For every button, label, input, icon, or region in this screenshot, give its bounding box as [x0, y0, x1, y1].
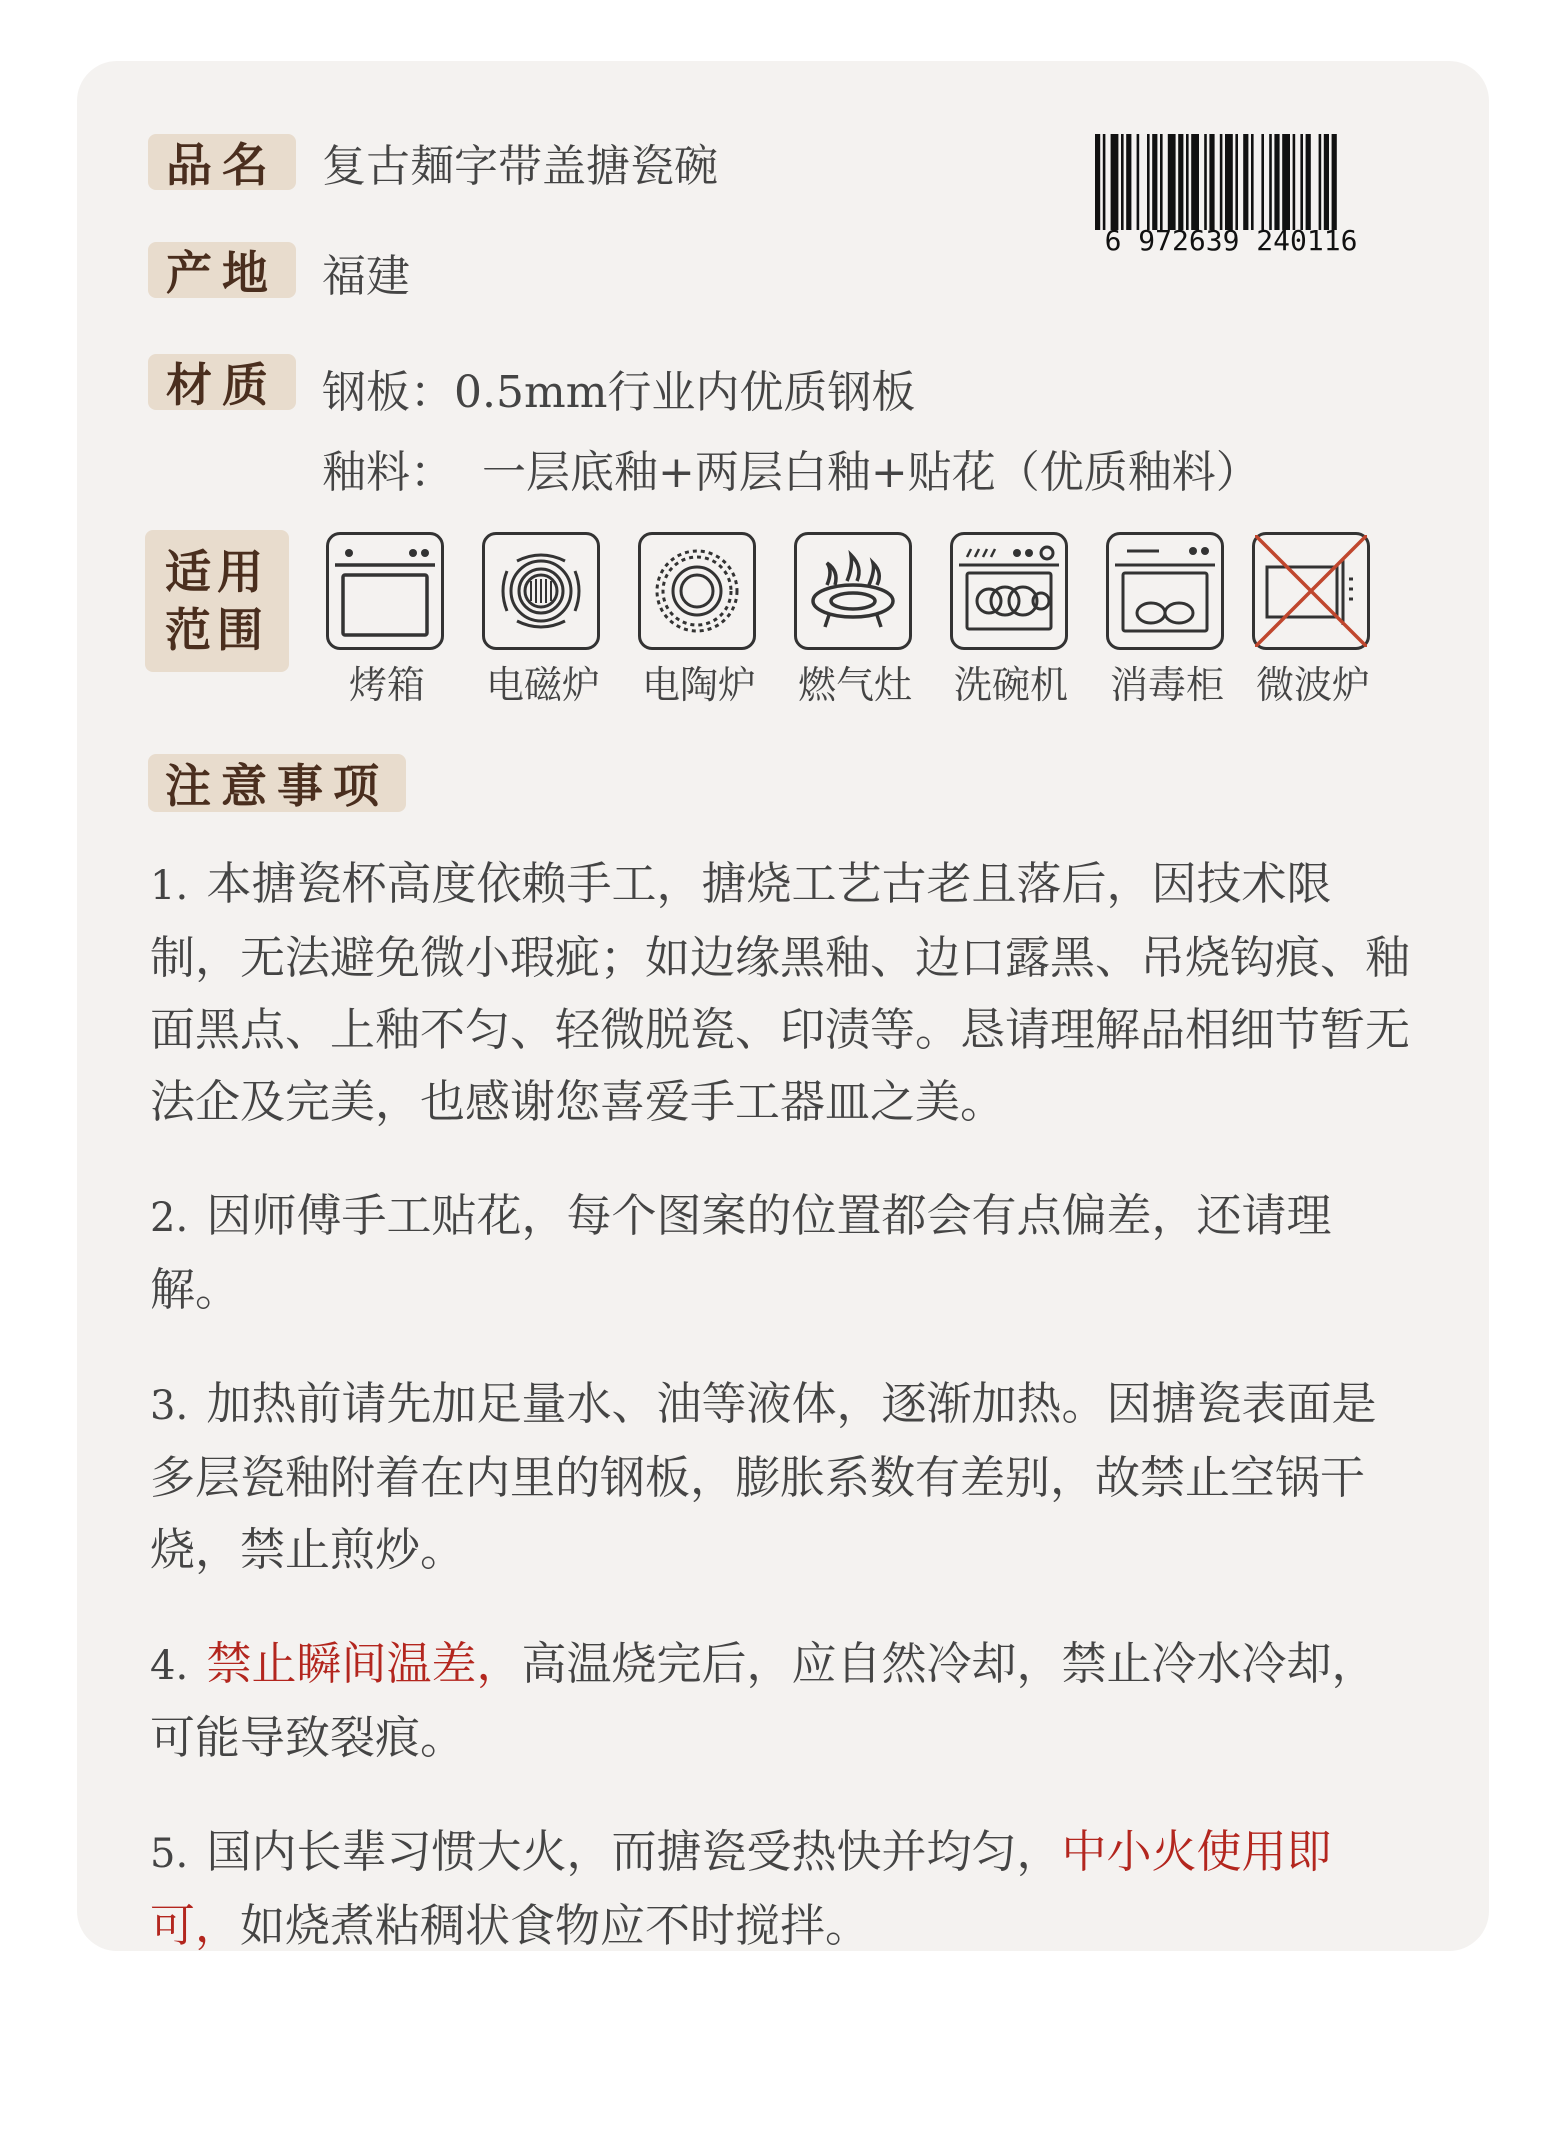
barcode-bar	[1261, 134, 1264, 230]
note-text-after: 如烧煮粘稠状食物应不时搅拌。	[240, 1899, 871, 1952]
barcode-bar	[1168, 134, 1176, 230]
usage-item-oven	[326, 532, 466, 712]
barcode-bar	[1137, 134, 1140, 230]
usage-label: 电磁炉	[485, 663, 600, 707]
oven-icon	[326, 532, 444, 650]
usage-item-induction	[482, 532, 622, 712]
barcode-bar	[1191, 134, 1199, 230]
barcode-bar	[1282, 134, 1290, 230]
note-item	[150, 1180, 1420, 1326]
note-item	[150, 848, 1420, 1138]
material-line-glaze: 釉料： 一层底釉+两层白釉+贴花（优质釉料）	[322, 447, 1260, 498]
note-number: 3.	[150, 1370, 188, 1442]
notes-tag	[148, 754, 406, 812]
origin-label: 产地	[166, 246, 278, 300]
material-tag	[148, 354, 296, 410]
usage-item-ceramic	[638, 532, 778, 712]
usage-label: 洗碗机	[953, 663, 1068, 707]
barcode-bar	[1306, 134, 1311, 230]
barcode-bar	[1095, 134, 1100, 230]
name-label: 品名	[166, 138, 278, 192]
barcode-bar	[1243, 134, 1248, 230]
barcode-bar	[1178, 134, 1183, 230]
barcode-bar	[1220, 134, 1223, 230]
notes-title: 注意事项	[165, 759, 389, 813]
barcode-bar	[1319, 134, 1322, 230]
note-number: 1.	[150, 850, 188, 922]
usage-tag	[145, 530, 289, 672]
usage-item-sterilizer	[1106, 532, 1246, 712]
note-item	[150, 1368, 1420, 1586]
barcode-number: 6 972639 240116	[1104, 224, 1358, 254]
material-line-steel: 钢板：0.5mm行业内优质钢板	[322, 367, 916, 418]
barcode-bar	[1332, 134, 1337, 230]
usage-item-microwave	[1252, 532, 1392, 712]
barcode	[1073, 134, 1389, 254]
note-text: 加热前请先加足量水、油等液体，逐渐加热。因搪瓷表面是多层瓷釉附着在内里的钢板，膨胀系数有差别，故禁止空锅干烧，禁止煎炒。	[150, 1377, 1377, 1576]
barcode-bar	[1269, 134, 1272, 230]
dishwasher-icon	[950, 532, 1068, 650]
barcode-bar	[1160, 134, 1163, 230]
note-highlight: 禁止瞬间温差，	[192, 1637, 522, 1690]
usage-label-line2: 范围	[165, 603, 269, 657]
name-value: 复古麺字带盖搪瓷碗	[322, 141, 718, 192]
notes-list	[150, 848, 1420, 2004]
barcode-bar	[1126, 134, 1131, 230]
barcode-bar	[1103, 134, 1106, 230]
sterilizer-cabinet-icon	[1106, 532, 1224, 650]
note-highlight: 中小火使用即可，	[150, 1825, 1332, 1952]
usage-label: 燃气灶	[797, 663, 912, 707]
note-number: 2.	[150, 1182, 188, 1254]
name-tag	[148, 134, 296, 190]
barcode-bar	[1152, 134, 1157, 230]
note-number: 4.	[150, 1630, 188, 1702]
barcode-bar	[1147, 134, 1150, 230]
barcode-bar	[1111, 134, 1119, 230]
usage-label-line1: 适用	[165, 545, 269, 599]
barcode-graphic	[1073, 134, 1389, 254]
barcode-bar	[1324, 134, 1329, 230]
microwave-icon	[1252, 532, 1370, 650]
gas-stove-icon	[794, 532, 912, 650]
usage-label: 微波炉	[1255, 663, 1370, 707]
note-text: 本搪瓷杯高度依赖手工，搪烧工艺古老且落后，因技术限制，无法避免微小瑕疵；如边缘黑釉、边口露黑、吊烧钩痕、釉面黑点、上釉不匀、轻微脱瓷、印渍等。恳请理解品相细节暂无法企及完美，也感谢您喜爱手工器皿之美。	[150, 857, 1411, 1128]
usage-label: 电陶炉	[641, 663, 756, 707]
barcode-bar	[1209, 134, 1214, 230]
usage-item-gas	[794, 532, 934, 712]
barcode-bar	[1293, 134, 1296, 230]
origin-value: 福建	[322, 251, 410, 302]
usage-label: 烤箱	[348, 663, 425, 707]
barcode-bar	[1186, 134, 1189, 230]
note-text: 高温烧完后，应自然冷却，禁止冷水冷却，可能导致裂痕。	[150, 1637, 1377, 1764]
ceramic-stove-icon	[638, 532, 756, 650]
material-label: 材质	[166, 358, 278, 412]
note-item	[150, 1816, 1420, 1962]
barcode-bar	[1251, 134, 1254, 230]
usage-item-dishwasher	[950, 532, 1090, 712]
note-number: 5.	[150, 1818, 188, 1890]
barcode-bar	[1274, 134, 1279, 230]
barcode-bar	[1300, 134, 1303, 230]
barcode-bar	[1235, 134, 1238, 230]
note-text: 因师傅手工贴花，每个图案的位置都会有点偏差，还请理解。	[150, 1189, 1332, 1316]
note-item	[150, 1628, 1420, 1774]
induction-cooker-icon	[482, 532, 600, 650]
barcode-bar	[1225, 134, 1233, 230]
usage-label: 消毒柜	[1109, 663, 1224, 707]
origin-tag	[148, 242, 296, 298]
barcode-bar	[1121, 134, 1124, 230]
note-text: 国内长辈习惯大火，而搪瓷受热快并均匀，	[192, 1825, 1062, 1878]
usage-icons	[326, 532, 1396, 712]
barcode-bar	[1204, 134, 1207, 230]
